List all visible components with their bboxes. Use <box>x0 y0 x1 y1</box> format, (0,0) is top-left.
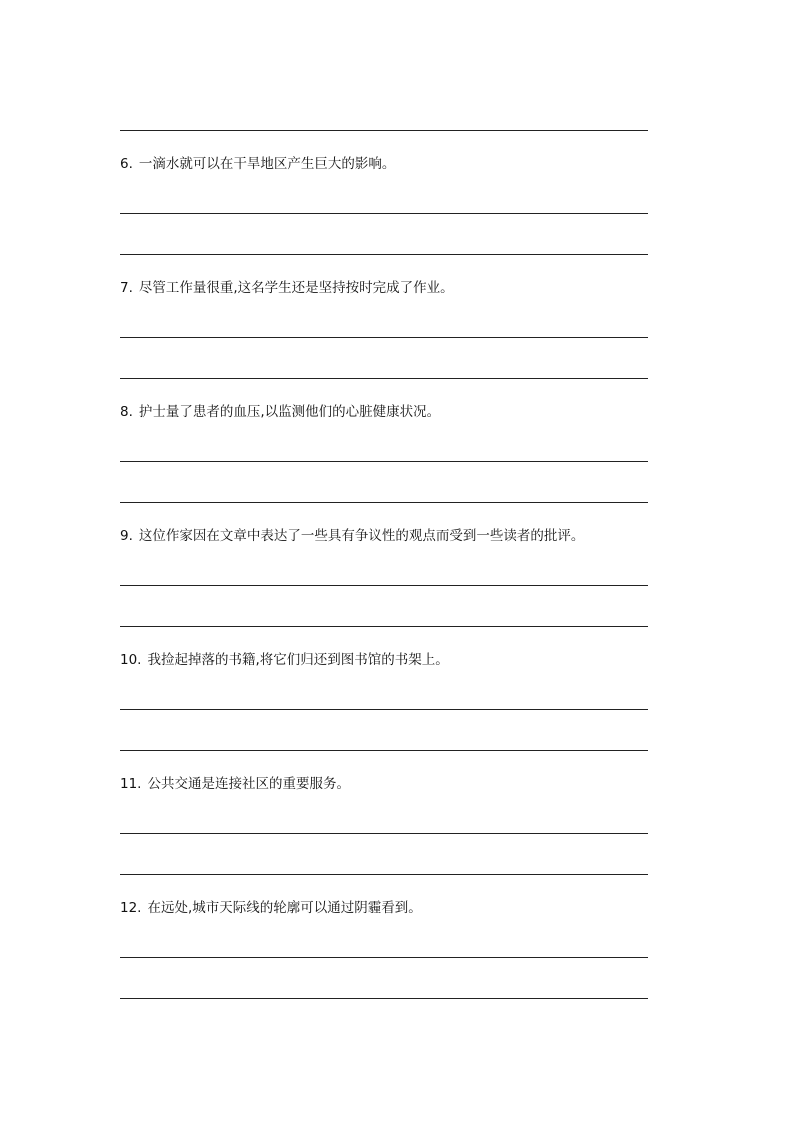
question-6 <box>120 155 680 173</box>
answer-line-10b[interactable] <box>120 750 648 751</box>
question-number: 8. <box>120 404 133 420</box>
question-10 <box>120 651 680 669</box>
question-text: 一滴水就可以在干旱地区产生巨大的影响。 <box>138 156 396 172</box>
answer-line-11b[interactable] <box>120 874 648 875</box>
answer-line-6a[interactable] <box>120 213 648 214</box>
answer-line-11a[interactable] <box>120 833 648 834</box>
question-number: 9. <box>120 528 133 544</box>
answer-line-12a[interactable] <box>120 957 648 958</box>
question-text: 我捡起掉落的书籍,将它们归还到图书馆的书架上。 <box>147 652 449 668</box>
answer-line-5b[interactable] <box>120 130 648 131</box>
question-text: 护士量了患者的血压,以监测他们的心脏健康状况。 <box>138 404 441 420</box>
answer-line-7a[interactable] <box>120 337 648 338</box>
question-9 <box>120 527 680 545</box>
question-8 <box>120 403 680 421</box>
question-text: 公共交通是连接社区的重要服务。 <box>147 776 350 792</box>
question-text: 在远处,城市天际线的轮廓可以通过阴霾看到。 <box>147 900 422 916</box>
question-number: 12. <box>120 900 142 916</box>
question-12 <box>120 899 680 917</box>
question-number: 10. <box>120 652 142 668</box>
answer-line-9b[interactable] <box>120 626 648 627</box>
answer-line-8a[interactable] <box>120 461 648 462</box>
question-text: 这位作家因在文章中表达了一些具有争议性的观点而受到一些读者的批评。 <box>138 528 585 544</box>
question-text: 尽管工作量很重,这名学生还是坚持按时完成了作业。 <box>138 280 454 296</box>
answer-line-7b[interactable] <box>120 378 648 379</box>
answer-line-10a[interactable] <box>120 709 648 710</box>
question-number: 11. <box>120 776 142 792</box>
question-7 <box>120 279 680 297</box>
question-number: 7. <box>120 280 133 296</box>
answer-line-12b[interactable] <box>120 998 648 999</box>
answer-line-9a[interactable] <box>120 585 648 586</box>
question-11 <box>120 775 680 793</box>
question-number: 6. <box>120 156 133 172</box>
answer-line-6b[interactable] <box>120 254 648 255</box>
answer-line-8b[interactable] <box>120 502 648 503</box>
